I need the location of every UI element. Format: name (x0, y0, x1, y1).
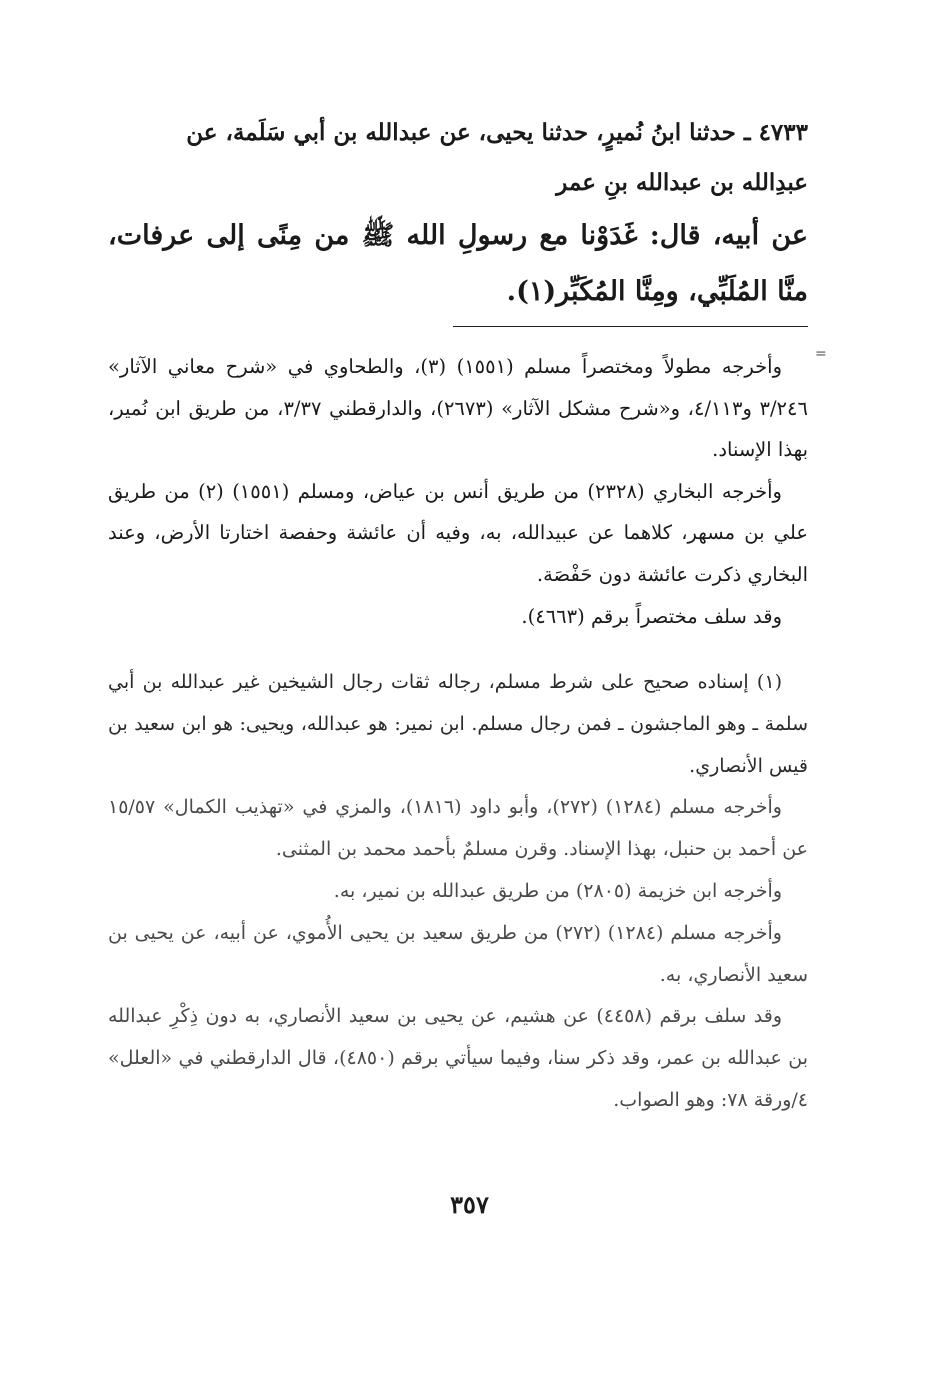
hadith-text: عن أبيه، قال: غَدَوْنا مع رسولِ الله ﷺ من مِنًى إلى عرفات، منَّا المُلَبِّي، ومِنَّا المُكَبِّر(١). (108, 220, 808, 307)
footnotes (108, 662, 808, 1122)
section-divider (453, 326, 808, 327)
hadith-chain-line-2: عبدِالله بن عبدالله بنِ عمر (556, 169, 808, 196)
takhrij-paragraph-1: وأخرجه مطولاً ومختصراً مسلم (١٥٥١) (٣)، والطحاوي في «شرح معاني الآثار» ٣/٢٤٦ و٤/١١٣، و«شرح مشكل الآثار» (٢٦٧٣)، والدارقطني ٣/٣٧، من طريق ابن نُمير، بهذا الإسناد. (108, 355, 808, 462)
footnote-paragraph-5: وقد سلف برقم (٤٤٥٨) عن هشيم، عن يحيى بن سعيد الأنصاري، به دون ذِكْرِ عبدالله بن عبدالله بن عمر، وقد ذكر سنا، وفيما سيأتي برقم (٤٨٥٠)، قال الدارقطني في «العلل» ٤/ورقة ٧٨: وهو الصواب. (108, 1005, 808, 1111)
hadith-chain (108, 108, 808, 208)
takhrij-paragraph-2: وأخرجه البخاري (٢٣٢٨) من طريق أنس بن عياض، ومسلم (١٥٥١) (٢) من طريق علي بن مسهر، كلاهما عن عبيدالله، به، وفيه أن عائشة وحفصة اختارتا الأرض، وعند البخاري ذكرت عائشة دون حَفْصَة. (108, 479, 808, 586)
footnote-paragraph-2: وأخرجه مسلم (١٢٨٤) (٢٧٢)، وأبو داود (١٨١٦)، والمزي في «تهذيب الكمال» ١٥/٥٧ عن أحمد بن حنبل، بهذا الإسناد. وقرن مسلمٌ بأحمد محمد بن المثنى. (108, 796, 808, 861)
footnote-paragraph-4: وأخرجه مسلم (١٢٨٤) (٢٧٢) من طريق سعيد بن يحيى الأُموي، عن أبيه، عن يحيى بن سعيد الأنصاري، به. (108, 921, 808, 986)
continuation-mark: = (815, 346, 827, 362)
page-number: ٣٥٧ (450, 1190, 489, 1219)
footnote-1: (١) إسناده صحيح على شرط مسلم، رجاله ثقات رجال الشيخين غير عبدالله بن أبي سلمة ـ وهو الماجشون ـ فمن رجال مسلم. ابن نمير: هو عبدالله، ويحيى: هو ابن سعيد بن قيس الأنصاري. (108, 671, 808, 777)
takhrij-paragraph-3: وقد سلف مختصراً برقم (٤٦٦٣). (521, 604, 782, 628)
hadith-chain-line-1: ٤٧٣٣ ـ حدثنا ابنُ نُميرٍ، حدثنا يحيى، عن عبدالله بن أبي سَلَمة، عن (186, 119, 808, 146)
takhrij-notes (108, 346, 808, 637)
footnote-paragraph-3: وأخرجه ابن خزيمة (٢٨٠٥) من طريق عبدالله بن نمير، به. (333, 879, 782, 902)
